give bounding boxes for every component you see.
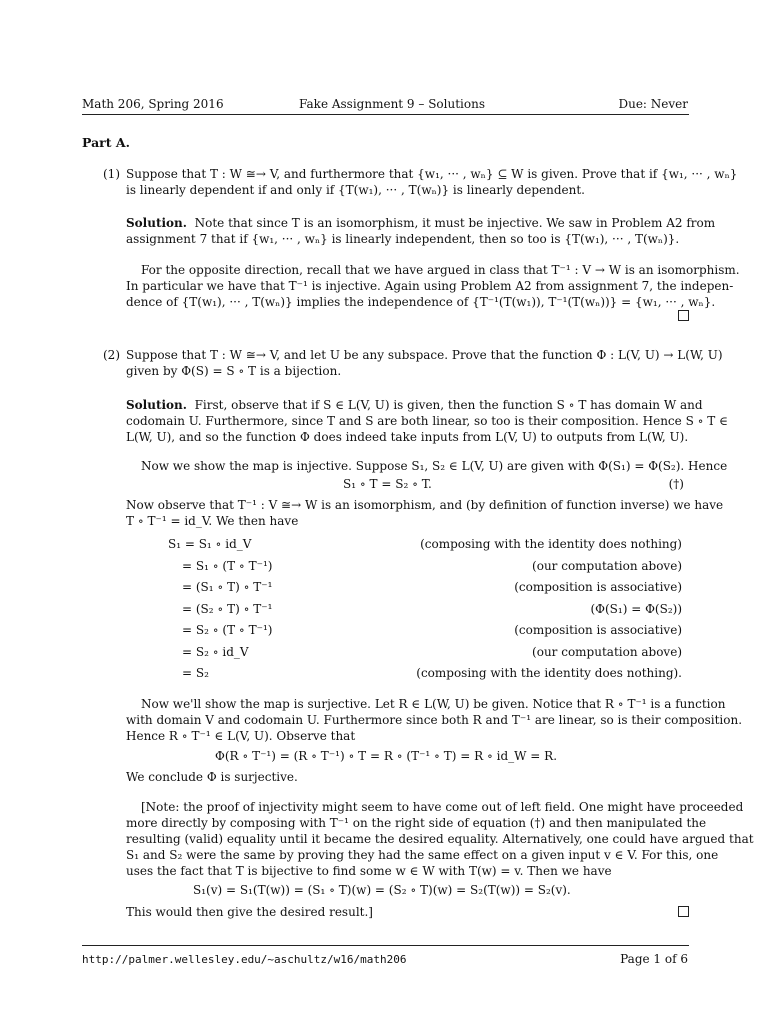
note-line: resulting (valid) equality until it became the desired equality. Alternatively, one could have argued that bbox=[126, 832, 754, 846]
solution-line: with domain V and codomain U. Furthermore since both R and T⁻¹ are linear, so is their composition. bbox=[126, 713, 743, 727]
chain-step: = S₂ ∘ id_V bbox=[182, 644, 249, 659]
display-equation: S₁(v) = S₁(T(w)) = (S₁ ∘ T)(w) = (S₂ ∘ T)(w) = S₂(T(w)) = S₂(v). bbox=[193, 883, 571, 897]
footer-rule bbox=[82, 945, 689, 946]
solution-line: In particular we have that T⁻¹ is injective. Again using Problem A2 from assignment 7, the indepen- bbox=[126, 279, 734, 293]
injective-intro: Now we show the map is injective. Suppose S₁, S₂ ∈ L(V, U) are given with Φ(S₁) = Φ(S₂). Hence bbox=[141, 459, 728, 473]
equation-tag: (†) bbox=[668, 477, 684, 491]
header-course: Math 206, Spring 2016 bbox=[82, 97, 224, 111]
chain-step: = S₂ bbox=[182, 666, 209, 680]
header-due: Due: Never bbox=[618, 97, 688, 111]
qed-box bbox=[678, 906, 689, 917]
chain-justification: (composing with the identity does nothing). bbox=[416, 666, 682, 680]
surjective-intro: Now we'll show the map is surjective. Let R ∈ L(W, U) be given. Notice that R ∘ T⁻¹ is a function bbox=[141, 697, 726, 711]
note-line: S₁ and S₂ were the same by proving they had the same effect on a given input v ∈ V. For this, one bbox=[126, 848, 719, 862]
footer-url[interactable]: http://palmer.wellesley.edu/~aschultz/w16/math206 bbox=[82, 953, 407, 966]
note-line: uses the fact that T is bijective to find some w ∈ W with T(w) = v. Then we have bbox=[126, 864, 612, 878]
solution-line bbox=[126, 398, 703, 412]
footer-page-number: Page 1 of 6 bbox=[620, 952, 688, 966]
chain-justification: (composing with the identity does nothing) bbox=[420, 537, 682, 551]
problem-number: (2) bbox=[103, 348, 120, 362]
solution-line: codomain U. Furthermore, since T and S are both linear, so too is their composition. Hence S ∘ T ∈ bbox=[126, 414, 729, 428]
problem-statement-line: is linearly dependent if and only if {T(w₁), ··· , T(wₙ)} is linearly dependent. bbox=[126, 183, 585, 197]
solution-line: For the opposite direction, recall that we have argued in class that T⁻¹ : V → W is an isomorphism. bbox=[141, 263, 740, 277]
solution-text: Note that since T is an isomorphism, it must be injective. We saw in Problem A2 from bbox=[194, 216, 716, 230]
note-line: more directly by composing with T⁻¹ on the right side of equation (†) and then manipulated the bbox=[126, 816, 707, 830]
solution-line: Now observe that T⁻¹ : V ≅→ W is an isomorphism, and (by definition of function inverse) we have bbox=[126, 498, 724, 512]
display-equation: Φ(R ∘ T⁻¹) = (R ∘ T⁻¹) ∘ T = R ∘ (T⁻¹ ∘ T) = R ∘ id_W = R. bbox=[215, 749, 558, 763]
solution-line: L(W, U), and so the function Φ does indeed take inputs from L(V, U) to outputs from L(W, U). bbox=[126, 430, 689, 444]
chain-step: S₁ = S₁ ∘ id_V bbox=[168, 537, 252, 551]
part-title: Part A. bbox=[82, 135, 130, 150]
header-title: Fake Assignment 9 – Solutions bbox=[299, 97, 485, 111]
problem-number: (1) bbox=[103, 167, 120, 181]
chain-justification: (our computation above) bbox=[532, 644, 682, 659]
solution-label: Solution. bbox=[126, 216, 187, 230]
solution-line: assignment 7 that if {w₁, ··· , wₙ} is linearly independent, then so too is {T(w₁), ··· , T(wₙ)}. bbox=[126, 232, 680, 246]
solution-label: Solution. bbox=[126, 398, 187, 412]
solution-line bbox=[126, 216, 715, 230]
solution-line: T ∘ T⁻¹ = id_V. We then have bbox=[126, 514, 299, 528]
problem-statement-line: Suppose that T : W ≅→ V, and furthermore that {w₁, ··· , wₙ} ⊆ W is given. Prove that if {w₁, ··· , wₙ} bbox=[126, 167, 738, 181]
note-line: This would then give the desired result.] bbox=[126, 905, 373, 919]
problem-statement-line: Suppose that T : W ≅→ V, and let U be any subspace. Prove that the function Φ : L(V, U) → L(W, U) bbox=[126, 348, 723, 362]
chain-justification: (Φ(S₁) = Φ(S₂)) bbox=[590, 601, 682, 616]
solution-line: dence of {T(w₁), ··· , T(wₙ)} implies the independence of {T⁻¹(T(w₁)), T⁻¹(T(wₙ))} = {w₁, ··· , wₙ}. bbox=[126, 295, 716, 309]
solution-text: First, observe that if S ∈ L(V, U) is given, then the function S ∘ T has domain W and bbox=[194, 398, 703, 412]
solution-line: Hence R ∘ T⁻¹ ∈ L(V, U). Observe that bbox=[126, 729, 356, 743]
chain-justification: (composition is associative) bbox=[514, 623, 682, 637]
header-rule bbox=[82, 114, 689, 115]
display-equation: S₁ ∘ T = S₂ ∘ T. bbox=[343, 477, 432, 491]
solution-line: We conclude Φ is surjective. bbox=[126, 770, 298, 784]
problem-statement-line: given by Φ(S) = S ∘ T is a bijection. bbox=[126, 364, 342, 378]
qed-box bbox=[678, 310, 689, 321]
chain-step: = S₂ ∘ (T ∘ T⁻¹) bbox=[182, 623, 273, 637]
chain-step: = (S₁ ∘ T) ∘ T⁻¹ bbox=[182, 580, 273, 594]
chain-step: = S₁ ∘ (T ∘ T⁻¹) bbox=[182, 558, 273, 573]
chain-justification: (composition is associative) bbox=[514, 580, 682, 594]
chain-justification: (our computation above) bbox=[532, 558, 682, 573]
chain-step: = (S₂ ∘ T) ∘ T⁻¹ bbox=[182, 601, 273, 616]
note-line: [Note: the proof of injectivity might seem to have come out of left field. One might have proceeded bbox=[141, 800, 744, 814]
